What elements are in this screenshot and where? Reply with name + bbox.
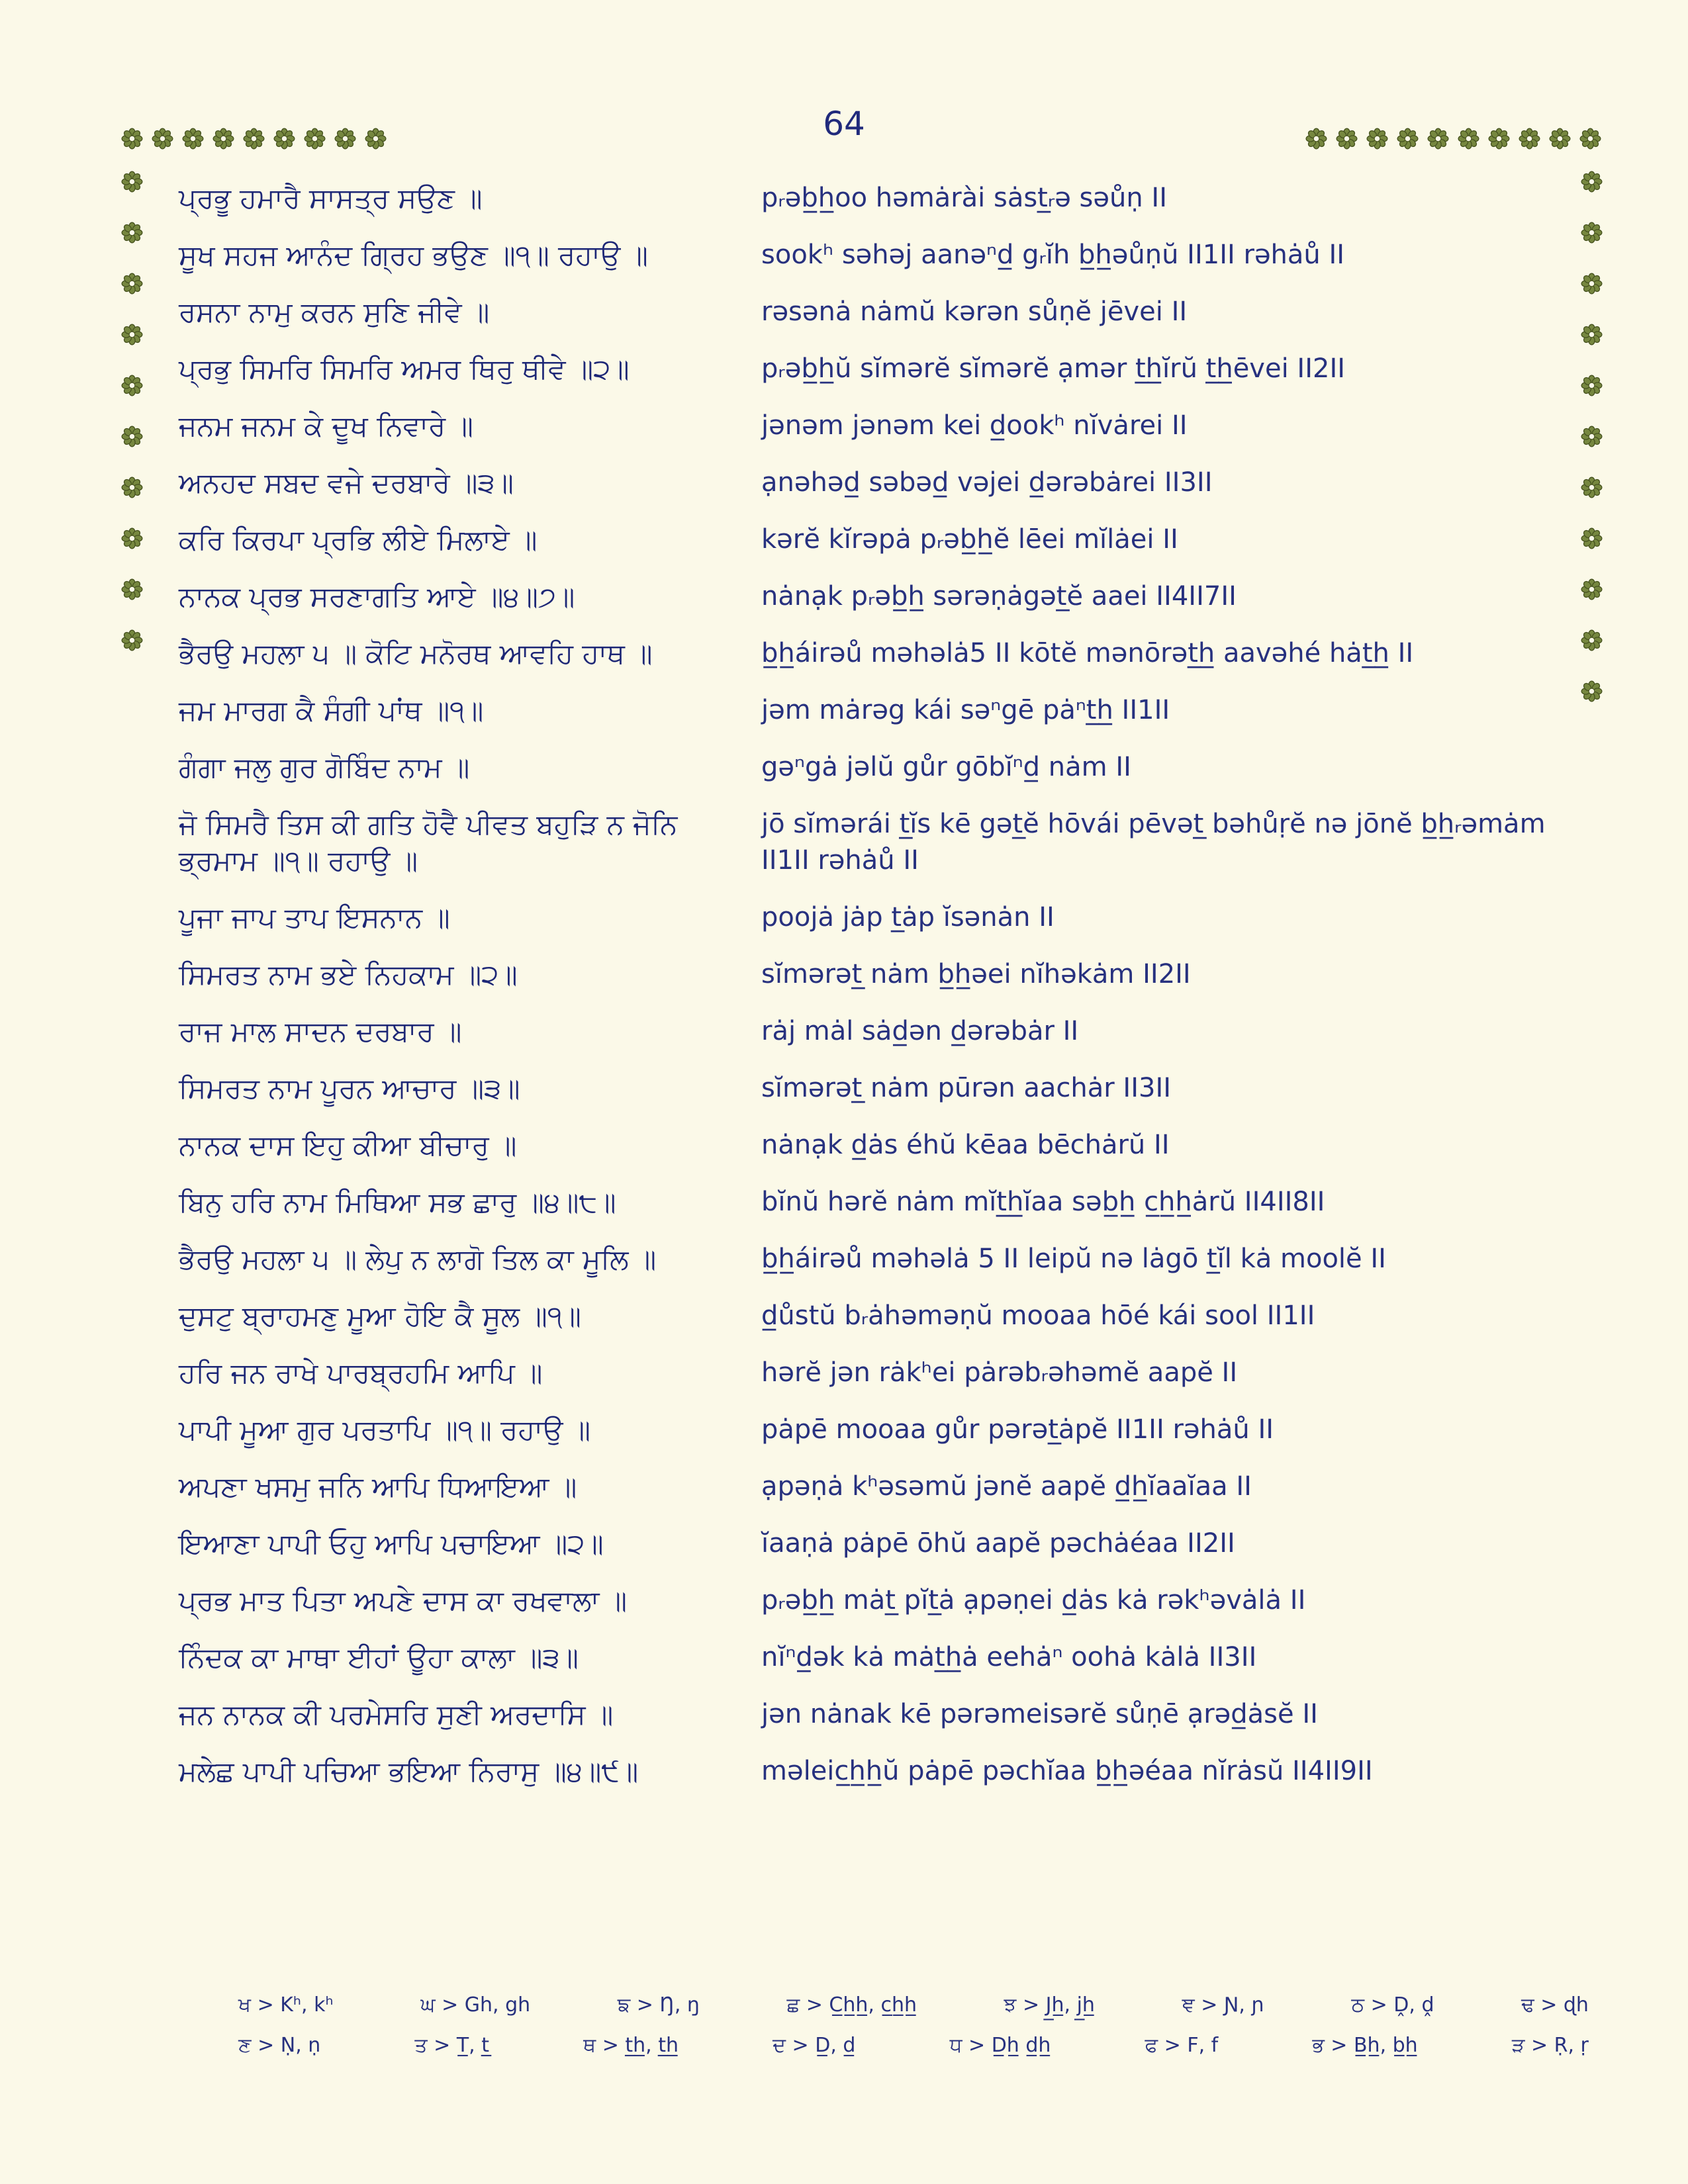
legend-gurmukhi-letter: ੜ	[1511, 2034, 1525, 2057]
maps-to-symbol: >	[1534, 1993, 1564, 2017]
legend-roman-value: F, f	[1187, 2034, 1219, 2057]
roman-transliteration-text: ạpəṇȧ kʰəsəmŭ jənĕ aapĕ d̲h̲ĭaaĭaa II	[761, 1471, 1252, 1502]
legend-entry	[583, 2034, 679, 2057]
roman-transliteration-text: b̲h̲áirəů məhəlȧ 5 II leipŭ nə lȧgō t̲ĭl kȧ moolĕ II	[761, 1244, 1386, 1274]
legend-roman-value: Ṛ, ṛ	[1554, 2034, 1589, 2057]
legend-entry	[1312, 2034, 1417, 2057]
gurmukhi-text: ਪ੍ਰਭੁ ਸਿਮਰਿ ਸਿਮਰਿ ਅਮਰ ਥਿਰੁ ਥੀਵੇ ॥੨॥	[179, 353, 630, 385]
florette-icon	[121, 375, 143, 396]
roman-transliteration-text: d̲ůstŭ bᵣȧhəməṇŭ mooaa hōé kái sool II1II	[761, 1300, 1315, 1331]
verse-row	[179, 1013, 1582, 1050]
florette-icon	[304, 128, 326, 150]
legend-roman-value: Ŋ, ŋ	[659, 1993, 700, 2017]
roman-transliteration-text: rəsənȧ nȧmŭ kərən sůṇĕ jēvei II	[761, 296, 1188, 327]
legend-gurmukhi-letter: ਢ	[1521, 1993, 1534, 2017]
legend-roman-value: D̲, d̲	[815, 2034, 856, 2057]
maps-to-symbol: >	[630, 1993, 660, 2017]
florette-icon	[121, 324, 143, 345]
maps-to-symbol: >	[1158, 2034, 1188, 2057]
roman-transliteration-text: nȧnạk d̲ȧs éhŭ kēaa bēchȧrŭ II	[761, 1130, 1170, 1160]
legend-entry	[773, 2034, 855, 2057]
florette-icon	[243, 128, 265, 150]
legend-row-2	[238, 2034, 1589, 2057]
gurmukhi-text: ਨਾਨਕ ਪ੍ਰਭ ਸਰਣਾਗਤਿ ਆਏ ॥੪॥੭॥	[179, 580, 575, 613]
legend-entry	[1351, 1993, 1434, 2017]
legend-gurmukhi-letter: ਦ	[773, 2034, 786, 2057]
maps-to-symbol: >	[1364, 1993, 1394, 2017]
roman-transliteration-text: poojȧ jȧp t̲ȧp ĭsənȧn II	[761, 902, 1055, 933]
verse-row	[179, 1241, 1582, 1277]
legend-roman-value: T̲, t̲	[456, 2034, 489, 2057]
legend-entry	[1521, 1993, 1589, 2017]
roman-transliteration-text: ạnəhəd̲ səbəd̲ vəjei d̲ərəbȧrei II3II	[761, 467, 1213, 498]
verse-row	[179, 806, 1582, 879]
roman-transliteration-text: pȧpē mooaa gůr pərət̲ȧpĕ II1II rəhȧů II	[761, 1414, 1274, 1445]
florette-icon	[121, 477, 143, 498]
verse-row	[179, 294, 1582, 330]
legend-entry	[414, 2034, 489, 2057]
transliteration-legend	[238, 1993, 1589, 2057]
florette-icon	[121, 128, 143, 150]
maps-to-symbol: >	[251, 1993, 281, 2017]
flower-border-top-right	[1305, 128, 1601, 150]
roman-transliteration-text: sĭmərət̲ nȧm pūrən aachȧr II3II	[761, 1073, 1172, 1103]
legend-roman-value: Ḓ, ḓ	[1393, 1993, 1434, 2017]
maps-to-symbol: >	[962, 2034, 992, 2057]
florette-icon	[182, 128, 204, 150]
roman-transliteration-text: rȧj mȧl sȧd̲ən d̲ərəbȧr II	[761, 1016, 1079, 1046]
maps-to-symbol: >	[1524, 2034, 1554, 2057]
florette-icon	[1488, 128, 1510, 150]
verse-row	[179, 956, 1582, 993]
legend-roman-value: B̲h̲, b̲h̲	[1353, 2034, 1418, 2057]
gurmukhi-text: ਪ੍ਰਭ ਮਾਤ ਪਿਤਾ ਅਪਣੇ ਦਾਸ ਕਾ ਰਖਵਾਲਾ ॥	[179, 1584, 628, 1617]
roman-transliteration-text: pᵣəb̲h̲ mȧt̲ pĭt̲ȧ ạpəṇei d̲ȧs kȧ rəkʰəvȧlȧ II	[761, 1585, 1306, 1615]
verse-row	[179, 237, 1582, 273]
legend-entry	[1512, 2034, 1589, 2057]
legend-entry	[618, 1993, 700, 2017]
florette-icon	[1581, 222, 1603, 244]
florette-icon	[1366, 128, 1388, 150]
maps-to-symbol: >	[800, 1993, 829, 2017]
maps-to-symbol: >	[427, 2034, 457, 2057]
roman-transliteration-text: gəⁿgȧ jəlŭ gůr gōbĭⁿd̲ nȧm II	[761, 752, 1131, 782]
gurmukhi-text: ਰਸਨਾ ਨਾਮੁ ਕਰਨ ਸੁਣਿ ਜੀਵੇ ॥	[179, 296, 490, 328]
florette-icon	[121, 426, 143, 447]
florette-icon	[121, 171, 143, 193]
verse-row	[179, 1184, 1582, 1220]
legend-gurmukhi-letter: ਭ	[1312, 2034, 1325, 2057]
roman-transliteration-text: jō sĭmərái t̲ĭs kē gət̲ĕ hōvái pēvət̲ bəhůṛĕ nə jōnĕ b̲h̲ᵣəmȧm II1II rəhȧů II	[761, 809, 1546, 876]
legend-roman-value: Gh, gh	[464, 1993, 531, 2017]
verse-row	[179, 522, 1582, 558]
legend-entry	[238, 1993, 334, 2017]
legend-gurmukhi-letter: ਣ	[238, 2034, 252, 2057]
verse-row	[179, 408, 1582, 444]
florette-icon	[273, 128, 295, 150]
gurmukhi-text: ਮਲੇਛ ਪਾਪੀ ਪਚਿਆ ਭਇਆ ਨਿਰਾਸੁ ॥੪॥੯॥	[179, 1755, 639, 1788]
roman-transliteration-text: nȧnạk pᵣəb̲h̲ sərəṇȧgət̲ĕ aaei II4II7II	[761, 581, 1237, 612]
gurmukhi-text: ਪ੍ਰਭੂ ਹਮਾਰੈ ਸਾਸਤ੍ਰ ਸਉਣ ॥	[179, 182, 483, 214]
roman-transliteration-text: hərĕ jən rȧkʰei pȧrəbᵣəhəmĕ aapĕ II	[761, 1357, 1238, 1388]
maps-to-symbol: >	[1324, 2034, 1354, 2057]
verse-list	[179, 180, 1582, 1810]
gurmukhi-text: ਇਆਣਾ ਪਾਪੀ ਓਹੁ ਆਪਿ ਪਚਾਇਆ ॥੨॥	[179, 1527, 604, 1560]
roman-transliteration-text: b̲h̲áirəů məhəlȧ5 II kōtĕ mənōrət̲h̲ aavəhé hȧt̲h̲ II	[761, 638, 1414, 668]
legend-entry	[950, 2034, 1051, 2057]
roman-transliteration-text: jəm mȧrəg kái səⁿgē pȧⁿt̲h̲ II1II	[761, 695, 1170, 725]
florette-icon	[1581, 578, 1603, 600]
legend-gurmukhi-letter: ਝ	[1004, 1993, 1017, 2017]
legend-entry	[1182, 1993, 1264, 2017]
gurmukhi-text: ਜਨ ਨਾਨਕ ਕੀ ਪਰਮੇਸਰਿ ਸੁਣੀ ਅਰਦਾਸਿ ॥	[179, 1698, 614, 1731]
florette-icon	[1581, 527, 1603, 549]
florette-icon	[121, 222, 143, 244]
gurmukhi-text: ਹਰਿ ਜਨ ਰਾਖੇ ਪਾਰਬ੍ਰਹਮਿ ਆਪਿ ॥	[179, 1357, 543, 1389]
gurmukhi-text: ਦੁਸਟੁ ਬ੍ਰਾਹਮਣੁ ਮੂਆ ਹੋਇ ਕੈ ਸੂਲ ॥੧॥	[179, 1300, 581, 1332]
maps-to-symbol: >	[596, 2034, 626, 2057]
verse-row	[179, 1070, 1582, 1107]
florette-icon	[1581, 477, 1603, 498]
gurmukhi-text: ਨਾਨਕ ਦਾਸ ਇਹੁ ਕੀਆ ਬੀਚਾਰੁ ॥	[179, 1129, 517, 1161]
legend-gurmukhi-letter: ਥ	[583, 2034, 596, 2057]
verse-row	[179, 1412, 1582, 1448]
florette-icon	[1519, 128, 1540, 150]
roman-transliteration-text: sookʰ səhəj aanəⁿd̲ gᵣĭh b̲h̲əůṇŭ II1II rəhȧů II	[761, 240, 1345, 270]
gurmukhi-text: ਸਿਮਰਤ ਨਾਮ ਪੂਰਨ ਆਚਾਰ ॥੩॥	[179, 1072, 520, 1105]
florette-icon	[334, 128, 356, 150]
roman-transliteration-text: bĭnŭ hərĕ nȧm mĭt̲h̲ĭaa səb̲h̲ c̲h̲h̲ȧrŭ II4II8II	[761, 1187, 1325, 1217]
gurmukhi-text: ਭੈਰਉ ਮਹਲਾ ੫ ॥ ਕੋਟਿ ਮਨੋਰਥ ਆਵਹਿ ਹਾਥ ॥	[179, 637, 653, 670]
florette-icon	[121, 629, 143, 651]
legend-entry	[1004, 1993, 1095, 2017]
legend-roman-value: ɖh	[1563, 1993, 1589, 2017]
roman-transliteration-text: jən nȧnak kē pərəmeisərĕ sůṇē ạrəd̲ȧsĕ II	[761, 1699, 1318, 1729]
florette-icon	[1581, 680, 1603, 702]
verse-row	[179, 635, 1582, 672]
florette-icon	[1581, 171, 1603, 193]
roman-transliteration-text: nĭⁿd̲ək kȧ mȧt̲h̲ȧ eehȧⁿ oohȧ kȧlȧ II3II	[761, 1642, 1257, 1672]
page-number: 64	[823, 105, 865, 143]
legend-roman-value: Ṇ, ṇ	[280, 2034, 321, 2057]
roman-transliteration-text: kərĕ kĭrəpȧ pᵣəb̲h̲ĕ lēei mĭlȧei II	[761, 524, 1178, 555]
gurmukhi-text: ਨਿੰਦਕ ਕਾ ਮਾਥਾ ਈਹਾਂ ਊਹਾ ਕਾਲਾ ॥੩॥	[179, 1641, 579, 1674]
gurmukhi-text: ਸਿਮਰਤ ਨਾਮ ਭਏ ਨਿਹਕਾਮ ॥੨॥	[179, 958, 518, 991]
verse-row	[179, 1582, 1582, 1619]
gurmukhi-text: ਜਮ ਮਾਰਗ ਕੈ ਸੰਗੀ ਪਾਂਥ ॥੧॥	[179, 694, 484, 727]
gurmukhi-text: ਪੂਜਾ ਜਾਪ ਤਾਪ ਇਸਨਾਨ ॥	[179, 901, 450, 934]
verse-row	[179, 351, 1582, 387]
gurmukhi-text: ਸੂਖ ਸਹਜ ਆਨੰਦ ਗ੍ਰਿਹ ਭਉਣ ॥੧॥ ਰਹਾਉ ॥	[179, 239, 648, 271]
legend-roman-value: Ɲ, ɲ	[1223, 1993, 1264, 2017]
florette-icon	[1579, 128, 1601, 150]
flower-border-left	[121, 171, 143, 651]
maps-to-symbol: >	[251, 2034, 281, 2057]
florette-icon	[1581, 324, 1603, 345]
florette-icon	[1581, 629, 1603, 651]
flower-border-right	[1581, 171, 1603, 702]
florette-icon	[1581, 375, 1603, 396]
florette-icon	[212, 128, 234, 150]
florette-icon	[152, 128, 173, 150]
legend-roman-value: D̲h̲ d̲h̲	[991, 2034, 1051, 2057]
legend-gurmukhi-letter: ਫ	[1145, 2034, 1158, 2057]
verse-row	[179, 1639, 1582, 1676]
florette-icon	[121, 578, 143, 600]
legend-entry	[420, 1993, 530, 2017]
legend-roman-value: Kʰ, kʰ	[280, 1993, 334, 2017]
verse-row	[179, 1753, 1582, 1790]
legend-gurmukhi-letter: ਞ	[1182, 1993, 1195, 2017]
maps-to-symbol: >	[435, 1993, 465, 2017]
legend-gurmukhi-letter: ਧ	[949, 2034, 962, 2057]
gurmukhi-text: ਜਨਮ ਜਨਮ ਕੇ ਦੂਖ ਨਿਵਾਰੇ ॥	[179, 410, 473, 442]
legend-gurmukhi-letter: ਖ	[238, 1993, 252, 2017]
roman-transliteration-text: məleic̲h̲h̲ŭ pȧpē pəchĭaa b̲h̲əéaa nĭrȧsŭ II4II9II	[761, 1756, 1373, 1786]
legend-gurmukhi-letter: ਙ	[617, 1993, 631, 2017]
legend-roman-value: C̲h̲h̲, c̲h̲h̲	[829, 1993, 917, 2017]
gurmukhi-text: ਜੋ ਸਿਮਰੈ ਤਿਸ ਕੀ ਗਤਿ ਹੋਵੈ ਪੀਵਤ ਬਹੁੜਿ ਨ ਜੋਨਿ ਭ੍ਰਮਾਮ ॥੧॥ ਰਹਾਉ ॥	[179, 808, 678, 877]
gurmukhi-text: ਬਿਨੁ ਹਰਿ ਨਾਮ ਮਿਥਿਆ ਸਭ ਛਾਰੁ ॥੪॥੮॥	[179, 1186, 616, 1218]
verse-row	[179, 578, 1582, 615]
florette-icon	[1581, 273, 1603, 295]
verse-row	[179, 1127, 1582, 1163]
roman-transliteration-text: jənəm jənəm kei d̲ookʰ nĭvȧrei II	[761, 410, 1188, 441]
maps-to-symbol: >	[1194, 1993, 1224, 2017]
florette-icon	[1336, 128, 1358, 150]
flower-border-top-left	[121, 128, 387, 150]
florette-icon	[1427, 128, 1449, 150]
verse-row	[179, 1469, 1582, 1505]
legend-gurmukhi-letter: ਤ	[414, 2034, 428, 2057]
legend-gurmukhi-letter: ਠ	[1351, 1993, 1365, 2017]
roman-transliteration-text: pᵣəb̲h̲ŭ sĭmərĕ sĭmərĕ ạmər t̲h̲ĭrŭ t̲h̲ēvei II2II	[761, 353, 1346, 384]
legend-gurmukhi-letter: ਛ	[786, 1993, 800, 2017]
legend-entry	[238, 2034, 320, 2057]
florette-icon	[1397, 128, 1419, 150]
roman-transliteration-text: pᵣəb̲h̲oo həmȧrài sȧst̲ᵣə səůṇ II	[761, 183, 1167, 213]
verse-row	[179, 1696, 1582, 1733]
gurmukhi-text: ਪਾਪੀ ਮੂਆ ਗੁਰ ਪਰਤਾਪਿ ॥੧॥ ਰਹਾਉ ॥	[179, 1414, 591, 1446]
gurmukhi-text: ਭੈਰਉ ਮਹਲਾ ੫ ॥ ਲੇਪੁ ਨ ਲਾਗੋ ਤਿਲ ਕਾ ਮੂਲਿ ॥	[179, 1243, 657, 1275]
maps-to-symbol: >	[786, 2034, 816, 2057]
roman-transliteration-text: ĭaaṇȧ pȧpē ōhŭ aapĕ pəchȧéaa II2II	[761, 1528, 1235, 1559]
gurmukhi-text: ਅਨਹਦ ਸਬਦ ਵਜੇ ਦਰਬਾਰੇ ॥੩॥	[179, 467, 514, 499]
florette-icon	[121, 273, 143, 295]
legend-roman-value: t̲h̲, t̲h̲	[625, 2034, 679, 2057]
florette-icon	[1305, 128, 1327, 150]
verse-row	[179, 692, 1582, 729]
legend-roman-value: J̲h̲, j̲h̲	[1045, 1993, 1095, 2017]
florette-icon	[1458, 128, 1479, 150]
florette-icon	[1581, 426, 1603, 447]
gurmukhi-text: ਰਾਜ ਮਾਲ ਸਾਦਨ ਦਰਬਾਰ ॥	[179, 1015, 462, 1048]
verse-row	[179, 899, 1582, 936]
florette-icon	[121, 527, 143, 549]
verse-row	[179, 1525, 1582, 1562]
verse-row	[179, 1355, 1582, 1391]
gurmukhi-text: ਗੰਗਾ ਜਲੁ ਗੁਰ ਗੋਬਿੰਦ ਨਾਮ ॥	[179, 751, 470, 784]
maps-to-symbol: >	[1016, 1993, 1046, 2017]
legend-entry	[787, 1993, 917, 2017]
legend-entry	[1145, 2034, 1219, 2057]
florette-icon	[365, 128, 387, 150]
verse-row	[179, 180, 1582, 216]
verse-row	[179, 749, 1582, 786]
roman-transliteration-text: sĭmərət̲ nȧm b̲h̲əei nĭhəkȧm II2II	[761, 959, 1191, 989]
gurmukhi-text: ਕਰਿ ਕਿਰਪਾ ਪ੍ਰਭਿ ਲੀਏ ਮਿਲਾਏ ॥	[179, 523, 538, 556]
verse-row	[179, 1298, 1582, 1334]
legend-row-1	[238, 1993, 1589, 2017]
legend-gurmukhi-letter: ਘ	[420, 1993, 436, 2017]
florette-icon	[1549, 128, 1571, 150]
gurmukhi-text: ਅਪਣਾ ਖਸਮੁ ਜਨਿ ਆਪਿ ਧਿਆਇਆ ॥	[179, 1471, 577, 1503]
verse-row	[179, 465, 1582, 501]
